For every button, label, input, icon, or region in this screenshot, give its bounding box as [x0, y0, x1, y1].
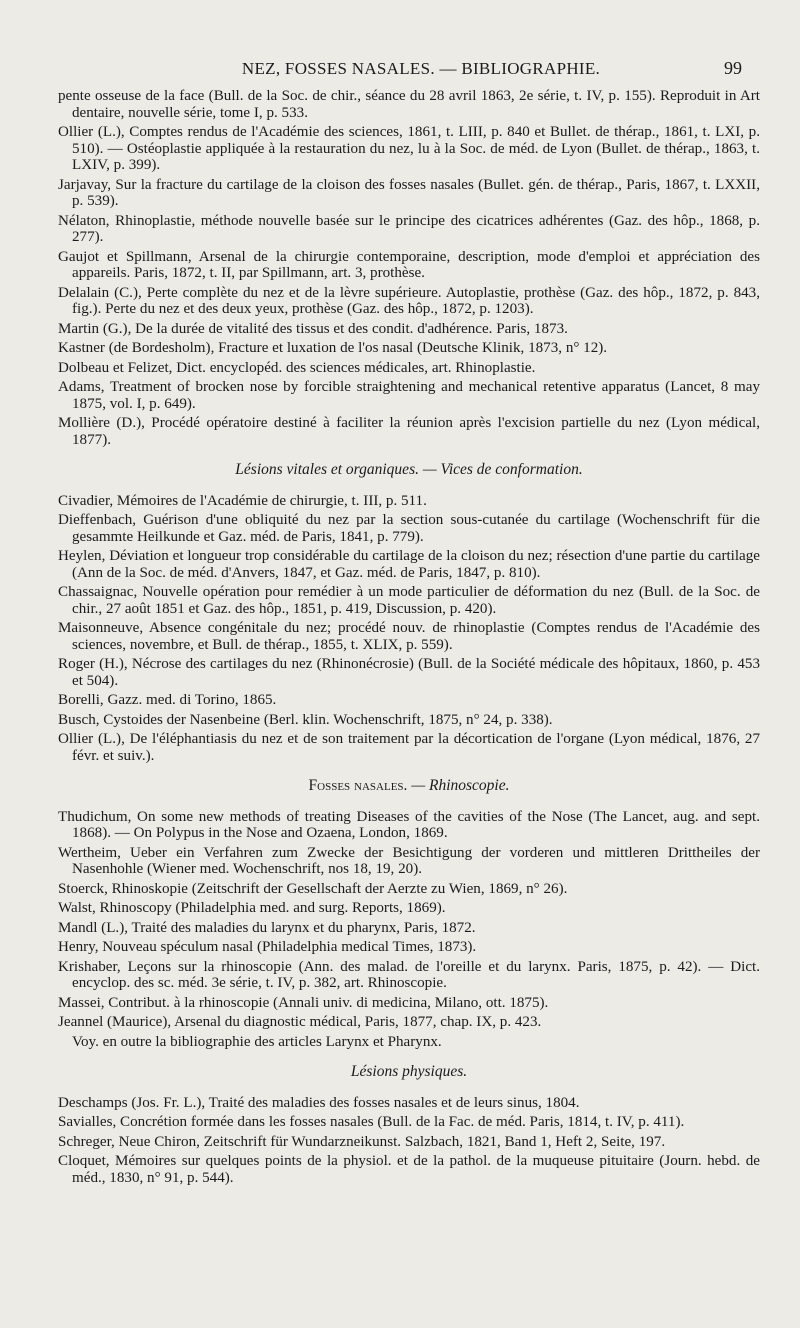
bib-entry: Heylen, Déviation et longueur trop considérable du cartilage de la cloison du nez; résection d'une partie du cartilage (Ann de la Soc. de méd. d'Anvers, 1847, et Gaz. méd. de Paris, 1847, p. 810).	[58, 548, 760, 581]
bib-entry: Nélaton, Rhinoplastie, méthode nouvelle basée sur le principe des cicatrices adhérentes (Gaz. des hôp., 1868, p. 277).	[58, 212, 760, 245]
section-heading: Lésions vitales et organiques. — Vices de conformation.	[235, 461, 583, 478]
section-4	[58, 1095, 760, 1187]
bib-entry: Ollier (L.), Comptes rendus de l'Académie des sciences, 1861, t. LIII, p. 840 et Bullet. de thérap., 1861, t. LXI, p. 510). — Ostéoplastie appliquée à la restauration du nez, lu à la Soc. de méd. de Lyon (Bullet. de thérap., 1863, t. LXIV, p. 399).	[58, 124, 760, 173]
bib-entry: Delalain (C.), Perte complète du nez et de la lèvre supérieure. Autoplastie, prothèse (Gaz. des hôp., 1872, p. 843, fig.). Perte du nez et des deux yeux, prothèse (Gaz. des hôp., 1872, p. 1203).	[58, 284, 760, 317]
section-heading	[58, 778, 760, 795]
bib-entry: Chassaignac, Nouvelle opération pour remédier à un mode particulier de déformation du nez (Bull. de la Soc. de chir., 27 août 1851 et Gaz. des hôp., 1851, p. 419, Discussion, p. 420).	[58, 584, 760, 617]
bib-entry: Ollier (L.), De l'éléphantiasis du nez et de son traitement par la décortication de l'organe (Lyon médical, 1876, 27 févr. et suiv.).	[58, 731, 760, 764]
bib-entry: Roger (H.), Nécrose des cartilages du nez (Rhinonécrosie) (Bull. de la Société médicale des hôpitaux, 1860, p. 453 et 504).	[58, 656, 760, 689]
bib-entry: Krishaber, Leçons sur la rhinoscopie (Ann. des malad. de l'oreille et du larynx. Paris, 1875, p. 42). — Dict. encyclop. des sc. méd. 3e série, t. IV, p. 382, art. Rhinoscopie.	[58, 958, 760, 991]
bib-entry: Civadier, Mémoires de l'Académie de chirurgie, t. III, p. 511.	[58, 492, 427, 509]
bib-entry: Jeannel (Maurice), Arsenal du diagnostic médical, Paris, 1877, chap. IX, p. 423.	[58, 1014, 542, 1030]
bib-entry: pente osseuse de la face (Bull. de la Soc. de chir., séance du 28 avril 1863, 2e série, t. IV, p. 155). Reproduit in Art dentaire, nouvelle série, tome I, p. 533.	[58, 88, 760, 121]
running-head	[58, 58, 742, 82]
bib-entry: Gaujot et Spillmann, Arsenal de la chirurgie contemporaine, description, mode d'emploi et appréciation des appareils. Paris, 1872, t. II, par Spillmann, art. 3, prothèse.	[58, 248, 760, 281]
section-1	[58, 88, 760, 448]
bib-entry: Stoerck, Rhinoskopie (Zeitschrift der Gesellschaft der Aerzte zu Wien, 1869, n° 26).	[58, 880, 568, 897]
bib-entry: Maisonneuve, Absence congénitale du nez; procédé nouv. de rhinoplastie (Comptes rendus de l'Académie des sciences, novembre, et Bull. de thérap., 1855, t. XLIX, p. 559).	[58, 620, 760, 653]
bib-entry: Mandl (L.), Traité des maladies du larynx et du pharynx, Paris, 1872.	[58, 919, 476, 936]
bib-entry: Kastner (de Bordesholm), Fracture et luxation de l'os nasal (Deutsche Klinik, 1873, n° 12).	[58, 340, 608, 356]
bib-entry: Thudichum, On some new methods of treating Diseases of the cavities of the Nose (The Lancet, aug. and sept. 1868). — On Polypus in the Nose and Ozaena, London, 1869.	[58, 808, 760, 841]
bib-entry: Schreger, Neue Chiron, Zeitschrift für Wundarzneikunst. Salzbach, 1821, Band 1, Heft 2, Seite, 197.	[58, 1133, 666, 1150]
section-2	[58, 493, 760, 765]
bibliography	[58, 88, 760, 1189]
section-heading: Lésions physiques.	[350, 1063, 468, 1080]
bib-entry: Cloquet, Mémoires sur quelques points de la physiol. et de la pathol. de la muqueuse pituitaire (Journ. hebd. de méd., 1830, n° 91, p. 544).	[58, 1153, 760, 1186]
page-title: NEZ, FOSSES NASALES. — BIBLIOGRAPHIE.	[241, 59, 601, 78]
section-heading-main: Fosses nasales.	[308, 777, 408, 794]
bib-entry: Busch, Cystoides der Nasenbeine (Berl. klin. Wochenschrift, 1875, n° 24, p. 338).	[58, 711, 553, 728]
bib-entry: Dieffenbach, Guérison d'une obliquité du nez par la section sous-cutanée du cartilage (Wochenschrift für die gesammte Heilkunde et Gaz. méd. de Paris, 1841, p. 779).	[58, 512, 760, 545]
see-also-note: Voy. en outre la bibliographie des articles Larynx et Pharynx.	[72, 1033, 442, 1050]
bib-entry: Massei, Contribut. à la rhinoscopie (Annali univ. di medicina, Milano, ott. 1875).	[58, 994, 549, 1011]
bib-entry: Savialles, Concrétion formée dans les fosses nasales (Bull. de la Fac. de méd. Paris, 1814, t. IV, p. 411).	[58, 1114, 685, 1130]
bib-entry: Dolbeau et Felizet, Dict. encyclopéd. des sciences médicales, art. Rhinoplastie.	[58, 359, 536, 376]
bib-entry: Adams, Treatment of brocken nose by forcible straightening and mechanical retentive apparatus (Lancet, 8 may 1875, vol. I, p. 649).	[58, 379, 760, 412]
bib-entry: Deschamps (Jos. Fr. L.), Traité des maladies des fosses nasales et de leurs sinus, 1804.	[58, 1094, 580, 1111]
bib-entry: Wertheim, Ueber ein Verfahren zum Zwecke der Besichtigung der vorderen und mittleren Drittheiles der Nasenhohle (Wiener med. Wochenschrift, nos 18, 19, 20).	[58, 844, 760, 877]
bib-entry: Martin (G.), De la durée de vitalité des tissus et des condit. d'adhérence. Paris, 1873.	[58, 320, 568, 337]
bib-entry: Walst, Rhinoscopy (Philadelphia med. and surg. Reports, 1869).	[58, 900, 446, 916]
bib-entry: Jarjavay, Sur la fracture du cartilage de la cloison des fosses nasales (Bullet. gén. de thérap., Paris, 1867, t. LXXII, p. 539).	[58, 176, 760, 209]
bib-entry: Mollière (D.), Procédé opératoire destiné à faciliter la réunion après l'excision partielle du nez (Lyon médical, 1877).	[58, 415, 760, 448]
bib-entry: Henry, Nouveau spéculum nasal (Philadelphia medical Times, 1873).	[58, 939, 477, 955]
page-number: 99	[724, 58, 742, 78]
section-heading-sub: — Rhinoscopie.	[411, 777, 510, 794]
section-3	[58, 809, 760, 1051]
bib-entry: Borelli, Gazz. med. di Torino, 1865.	[58, 692, 277, 708]
